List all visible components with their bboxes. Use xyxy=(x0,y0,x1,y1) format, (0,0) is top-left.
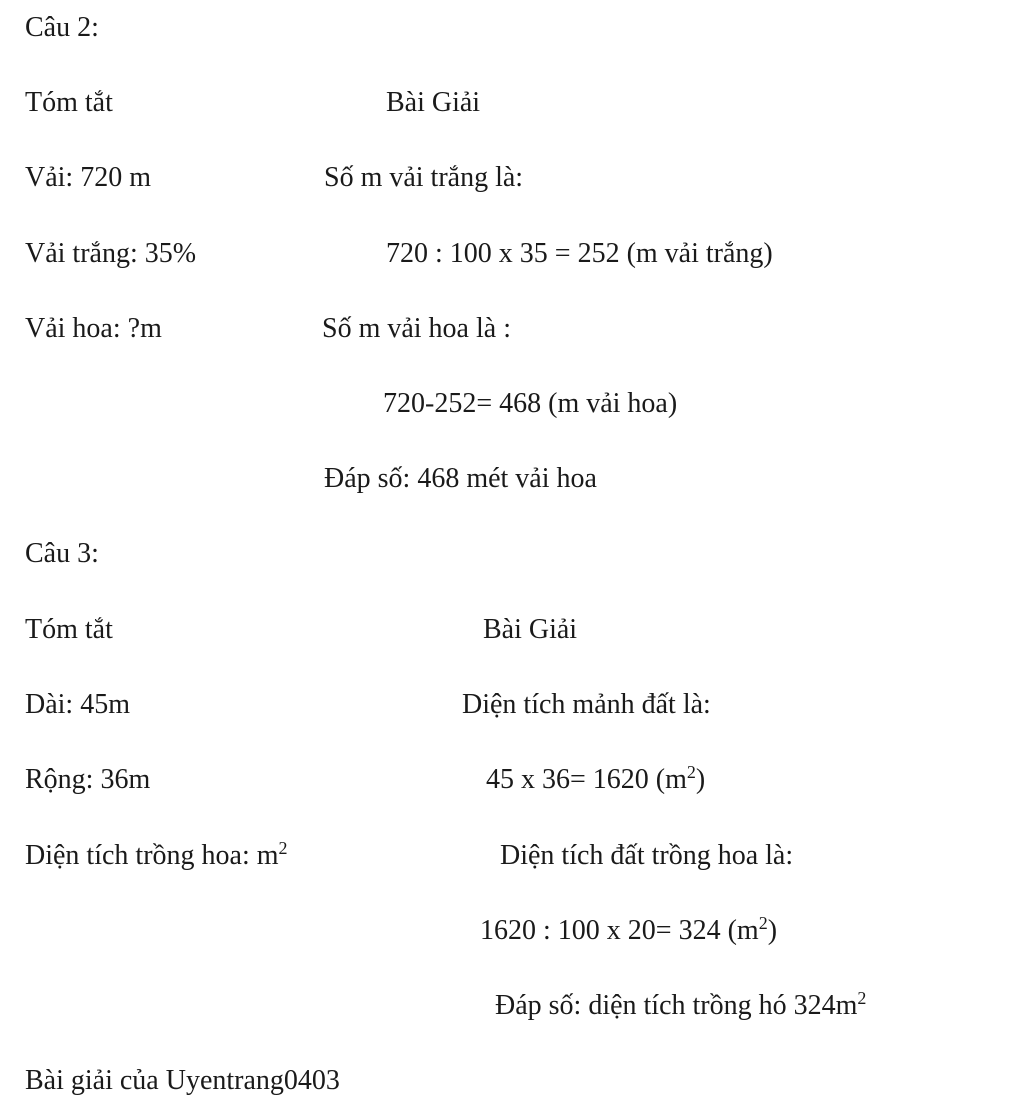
q2-white-intro: Số m vải trắng là: xyxy=(324,162,524,193)
q2-summary-floral: Vải hoa: ?m xyxy=(25,313,162,344)
q3-summary-label: Tóm tắt xyxy=(25,614,113,645)
q3-summary-width: Rộng: 36m xyxy=(25,764,151,795)
q2-answer: Đáp số: 468 mét vải hoa xyxy=(324,463,597,494)
q2-heading: Câu 2: xyxy=(25,12,99,43)
q2-summary-label: Tóm tắt xyxy=(25,87,113,118)
q3-flower-calc: 1620 : 100 x 20= 324 $(m^2)$ xyxy=(480,913,778,946)
q3-heading: Câu 3: xyxy=(25,538,99,569)
q2-summary-white: Vải trắng: 35% xyxy=(25,238,197,269)
q3-area-calc: 45 x 36= 1620 $(m^2)$ xyxy=(486,762,706,795)
q2-floral-intro: Số m vải hoa là : xyxy=(322,313,511,344)
q3-answer: Đáp số: diện tích trồng hó $324m^2$ xyxy=(495,988,867,1021)
q3-summary-length: Dài: 45m xyxy=(25,689,130,720)
q2-floral-calc: 720-252= 468 (m vải hoa) xyxy=(383,388,678,419)
q2-solution-label: Bài Giải xyxy=(386,87,481,118)
q2-summary-fabric: Vải: 720 m xyxy=(25,162,151,193)
q3-solution-label: Bài Giải xyxy=(483,614,578,645)
q3-area-intro: Diện tích mảnh đất là: xyxy=(462,689,711,720)
q2-white-calc: 720 : 100 x 35 = 252 (m vải trắng) xyxy=(386,238,773,269)
q3-flower-intro: Diện tích đất trồng hoa là: xyxy=(500,840,794,871)
q3-summary-flower-area: Diện tích trồng hoa: $m^2$ xyxy=(25,838,288,871)
footer-credit: Bài giải của Uyentrang0403 xyxy=(25,1065,340,1096)
